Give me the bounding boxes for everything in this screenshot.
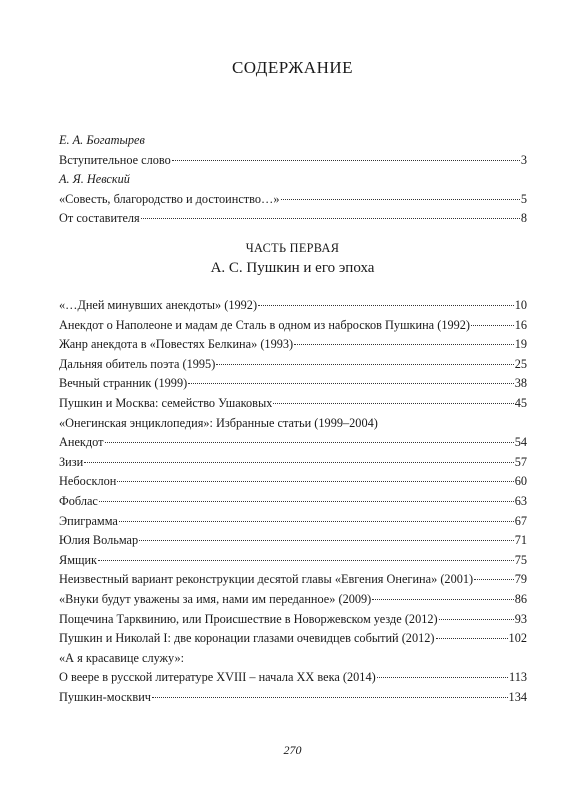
dot-leader xyxy=(188,383,514,384)
toc-entry xyxy=(59,610,527,630)
dot-leader xyxy=(281,199,520,200)
entry-title: «Внуки будут уважены за имя, нами им переданное» (2009) xyxy=(59,591,372,606)
dot-leader xyxy=(99,501,514,502)
entry-page: 10 xyxy=(514,298,527,312)
dot-leader xyxy=(216,364,513,365)
dot-leader xyxy=(436,638,508,639)
entry-title: Вступительное слово xyxy=(59,152,171,167)
dot-leader xyxy=(273,403,513,404)
dot-leader xyxy=(98,560,514,561)
entry-page: 3 xyxy=(520,152,527,167)
entry-page: 75 xyxy=(514,552,527,567)
toc-entry xyxy=(59,374,527,394)
entry-title: Дальняя обитель поэта (1995) xyxy=(59,356,216,371)
entry-title: Пушкин-москвич xyxy=(59,689,151,704)
toc-section-heading: «А я красавице служу»: xyxy=(59,650,185,665)
dot-leader xyxy=(117,481,513,482)
dot-leader xyxy=(84,462,514,463)
toc-entry xyxy=(59,629,527,649)
entry-title: «Совесть, благородство и достоинство…» xyxy=(59,191,280,206)
entry-page: 60 xyxy=(514,474,527,489)
intro-section xyxy=(59,131,527,229)
dot-leader xyxy=(439,619,514,620)
toc-entry xyxy=(59,151,527,171)
dot-leader xyxy=(105,442,514,443)
part-entries xyxy=(59,296,527,707)
toc-entry xyxy=(59,453,527,473)
entry-page: 19 xyxy=(514,337,527,352)
toc-entry xyxy=(59,394,527,414)
entry-page: 16 xyxy=(514,317,527,332)
entry-title: От составителя xyxy=(59,211,140,226)
entry-title: Юлия Вольмар xyxy=(59,533,139,548)
entry-page: 8 xyxy=(520,211,527,226)
entry-page: 113 xyxy=(509,670,527,685)
dot-leader xyxy=(141,218,520,219)
entry-title: Жанр анекдота в «Повестях Белкина» (1993) xyxy=(59,337,294,352)
dot-leader xyxy=(258,305,514,306)
entry-title: Пушкин и Николай I: две коронации глазами очевидцев событий (2012) xyxy=(59,631,435,646)
toc-entry xyxy=(59,433,527,453)
dot-leader xyxy=(372,599,513,600)
entry-title: О веере в русской литературе XVIII – начала XX века (2014) xyxy=(59,670,376,685)
toc-entry xyxy=(59,531,527,551)
dot-leader xyxy=(172,160,520,161)
toc-entry xyxy=(59,688,527,708)
entry-page: 54 xyxy=(514,435,527,450)
entry-title: Неизвестный вариант реконструкции десятой главы «Евгения Онегина» (2001) xyxy=(59,572,474,587)
toc-entry xyxy=(59,590,527,610)
entry-title: Анекдот о Наполеоне и мадам де Сталь в одном из набросков Пушкина (1992) xyxy=(59,317,471,332)
entry-title: Пощечина Тарквинию, или Происшествие в Новоржевском уезде (2012) xyxy=(59,611,438,626)
toc-entry xyxy=(59,472,527,492)
dot-leader xyxy=(152,697,508,698)
entry-title: Эпиграмма xyxy=(59,513,118,528)
toc-entry xyxy=(59,296,527,316)
entry-page: 93 xyxy=(514,611,527,626)
part-label: ЧАСТЬ ПЕРВАЯ xyxy=(245,241,340,255)
entry-title: Пушкин и Москва: семейство Ушаковых xyxy=(59,395,273,410)
part-title: А. С. Пушкин и его эпоха xyxy=(210,260,375,276)
dot-leader xyxy=(471,325,514,326)
entry-page: 25 xyxy=(514,356,527,371)
entry-page: 71 xyxy=(514,533,527,548)
entry-page: 5 xyxy=(520,191,527,206)
entry-title: Фоблас xyxy=(59,493,98,508)
entry-page: 102 xyxy=(508,631,527,646)
toc-entry xyxy=(59,492,527,512)
author-name: А. Я. Невский xyxy=(59,172,130,187)
dot-leader xyxy=(474,579,514,580)
entry-page: 57 xyxy=(514,454,527,469)
entry-page: 45 xyxy=(514,395,527,410)
entry-title: Анекдот xyxy=(59,435,104,450)
toc-entry xyxy=(59,551,527,571)
entry-page: 63 xyxy=(514,493,527,508)
entry-page: 134 xyxy=(508,689,527,704)
entry-title: Вечный странник (1999) xyxy=(59,376,188,391)
toc-entry xyxy=(59,512,527,532)
entry-page: 79 xyxy=(514,572,527,587)
toc-entry xyxy=(59,190,527,210)
toc-entry xyxy=(59,355,527,375)
dot-leader xyxy=(377,677,508,678)
toc-entry xyxy=(59,335,527,355)
author-name: Е. А. Богатырев xyxy=(59,133,145,147)
entry-page: 67 xyxy=(514,513,527,528)
dot-leader xyxy=(139,540,514,541)
entry-title: Зизи xyxy=(59,454,84,469)
entry-page: 86 xyxy=(514,591,527,606)
entry-title: Ямщик xyxy=(59,552,98,567)
entry-title: «…Дней минувших анекдоты» (1992) xyxy=(59,298,258,312)
toc-entry xyxy=(59,570,527,590)
toc-entry xyxy=(59,209,527,229)
entry-page: 38 xyxy=(514,376,527,391)
page-title: СОДЕРЖАНИЕ xyxy=(231,58,354,77)
page-number: 270 xyxy=(283,743,302,757)
entry-title: Небосклон xyxy=(59,474,117,489)
toc-entry xyxy=(59,316,527,336)
toc-entry xyxy=(59,668,527,688)
toc-section-heading: «Онегинская энциклопедия»: Избранные статьи (1999–2004) xyxy=(59,415,378,430)
dot-leader xyxy=(119,521,514,522)
dot-leader xyxy=(294,344,514,345)
